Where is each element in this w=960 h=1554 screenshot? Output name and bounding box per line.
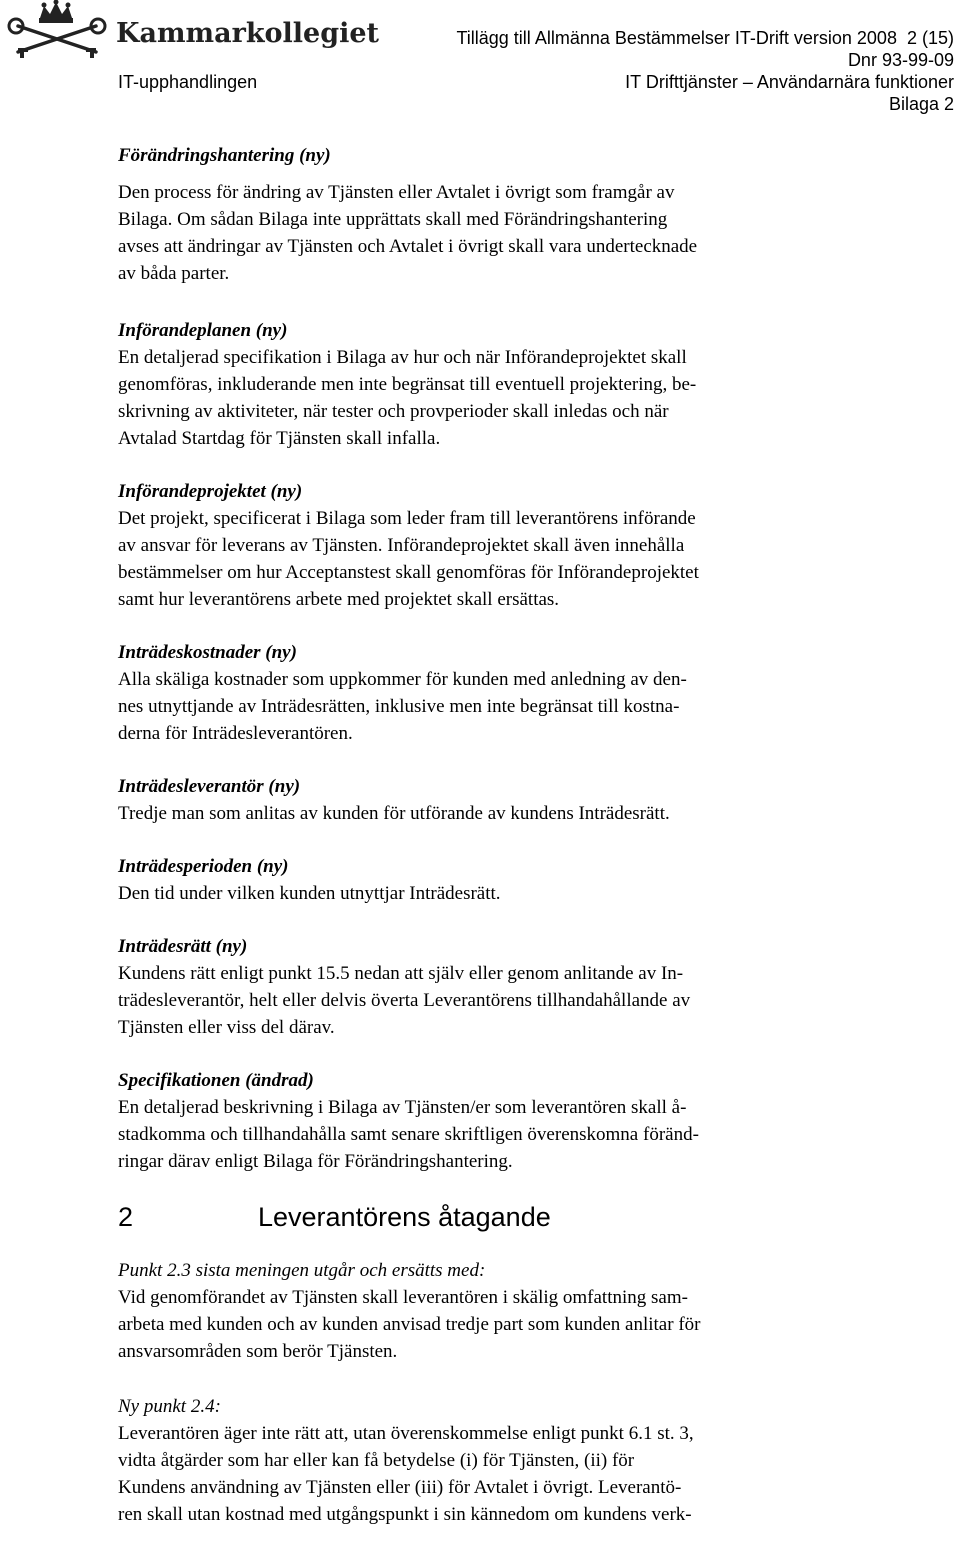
section-title: Leverantörens åtagande [258, 1202, 551, 1232]
document-body [118, 142, 838, 1554]
subsection-title: Punkt 2.3 sista meningen utgår och ersätts med: [118, 1260, 486, 1281]
subsection-title: Ny punkt 2.4: [118, 1396, 221, 1417]
definition-inforandeplanen [118, 317, 838, 452]
definition-text: Kundens rätt enligt punkt 15.5 nedan att själv eller genom anlitande av In- trädesleverantör, helt eller delvis överta Leverantörens tillhandahållande av Tjänsten eller viss del därav. [118, 963, 691, 1038]
crown-keys-logo-icon [4, 0, 116, 60]
doc-title: Tillägg till Allmänna Bestämmelser IT-Drift version 2008 [456, 28, 897, 48]
header-left-label: IT-upphandlingen [118, 72, 258, 92]
definition-title: Förändringshantering (ny) [118, 145, 331, 166]
header-subtitle: IT Drifttjänster – Användarnära funktioner [625, 72, 954, 92]
definition-title: Inträdesperioden (ny) [118, 856, 289, 877]
subsection-text: Vid genomförandet av Tjänsten skall leverantören i skälig omfattning sam- arbeta med kunden och av kunden anvisad tredje part som kunden anlitar för ansvarsområden som berör Tjänsten. [118, 1287, 701, 1362]
definition-text: Den tid under vilken kunden utnyttjar Inträdesrätt. [118, 883, 501, 904]
page-number: 2 (15) [906, 28, 954, 48]
definition-inforandeprojektet [118, 478, 838, 613]
definition-title: Inträdeskostnader (ny) [118, 642, 297, 663]
definition-text: Det projekt, specificerat i Bilaga som leder fram till leverantörens införande av ansvar för leverans av Tjänsten. Införandeprojektet skall även innehålla bestämmelser om hur Acceptanstest skall genomföras för Införandeprojektet samt hur leverantörens arbete med projektet skall ersättas. [118, 508, 699, 610]
definition-text: Alla skäliga kostnader som uppkommer för kunden med anledning av den- nes utnyttjande av Inträdesrätten, inklusive men inte begränsat till kostna- derna för Inträdesleverantören. [118, 669, 687, 744]
definition-text: Tredje man som anlitas av kunden för utförande av kundens Inträdesrätt. [118, 803, 670, 824]
subsection-punkt-2-3 [118, 1257, 838, 1365]
definition-specifikationen [118, 1067, 838, 1175]
definition-text: Den process för ändring av Tjänsten eller Avtalet i övrigt som framgår av Bilaga. Om sådan Bilaga inte upprättats skall med Förändringshantering avses att ändringar av Tjänsten och Avtalet i övrigt skall vara undertecknade av båda parter. [118, 182, 698, 284]
page-header [0, 0, 960, 120]
header-bilaga: Bilaga 2 [888, 94, 954, 114]
section-number: 2 [118, 1202, 134, 1232]
dnr: Dnr 93-99-09 [847, 50, 954, 70]
definition-intradeskostnader [118, 639, 838, 747]
definition-title: Specifikationen (ändrad) [118, 1070, 314, 1091]
definition-forandringshantering [118, 142, 838, 287]
definition-intradesleverantor [118, 773, 838, 827]
definition-intradesperioden [118, 853, 838, 907]
subsection-text: Leverantören äger inte rätt att, utan överenskommelse enligt punkt 6.1 st. 3, vidta åtgärder som har eller kan få betydelse (i) för Tjänsten, (ii) för Kundens användning av Tjänsten eller (iii) för Avtalet i övrigt. Leverantö- ren skall utan kostnad med utgångspunkt i sin kännedom om kundens verk- [118, 1423, 694, 1525]
definition-text: En detaljerad beskrivning i Bilaga av Tjänsten/er som leverantören skall å- stadkomma och tillhandahålla samt senare skriftligen överenskomna föränd- ringar därav enligt Bilaga för Förändringshantering. [118, 1097, 699, 1172]
definition-title: Införandeplanen (ny) [118, 320, 288, 341]
section-heading [118, 1201, 838, 1233]
definition-title: Införandeprojektet (ny) [118, 481, 303, 502]
definition-title: Inträdesleverantör (ny) [118, 776, 301, 797]
definition-title: Inträdesrätt (ny) [118, 936, 248, 957]
subsection-punkt-2-4 [118, 1393, 838, 1528]
header-doc-line [456, 27, 954, 49]
definition-text: En detaljerad specifikation i Bilaga av hur och när Införandeprojektet skall genomföras, inkluderande men inte begränsat till eventuell projektering, be- skrivning av aktiviteter, när tester och provperioder skall inledas och när Avtalad Startdag för Tjänsten skall infalla. [118, 347, 697, 449]
definition-intradesratt [118, 933, 838, 1041]
brand-name: Kammarkollegiet [116, 18, 380, 49]
